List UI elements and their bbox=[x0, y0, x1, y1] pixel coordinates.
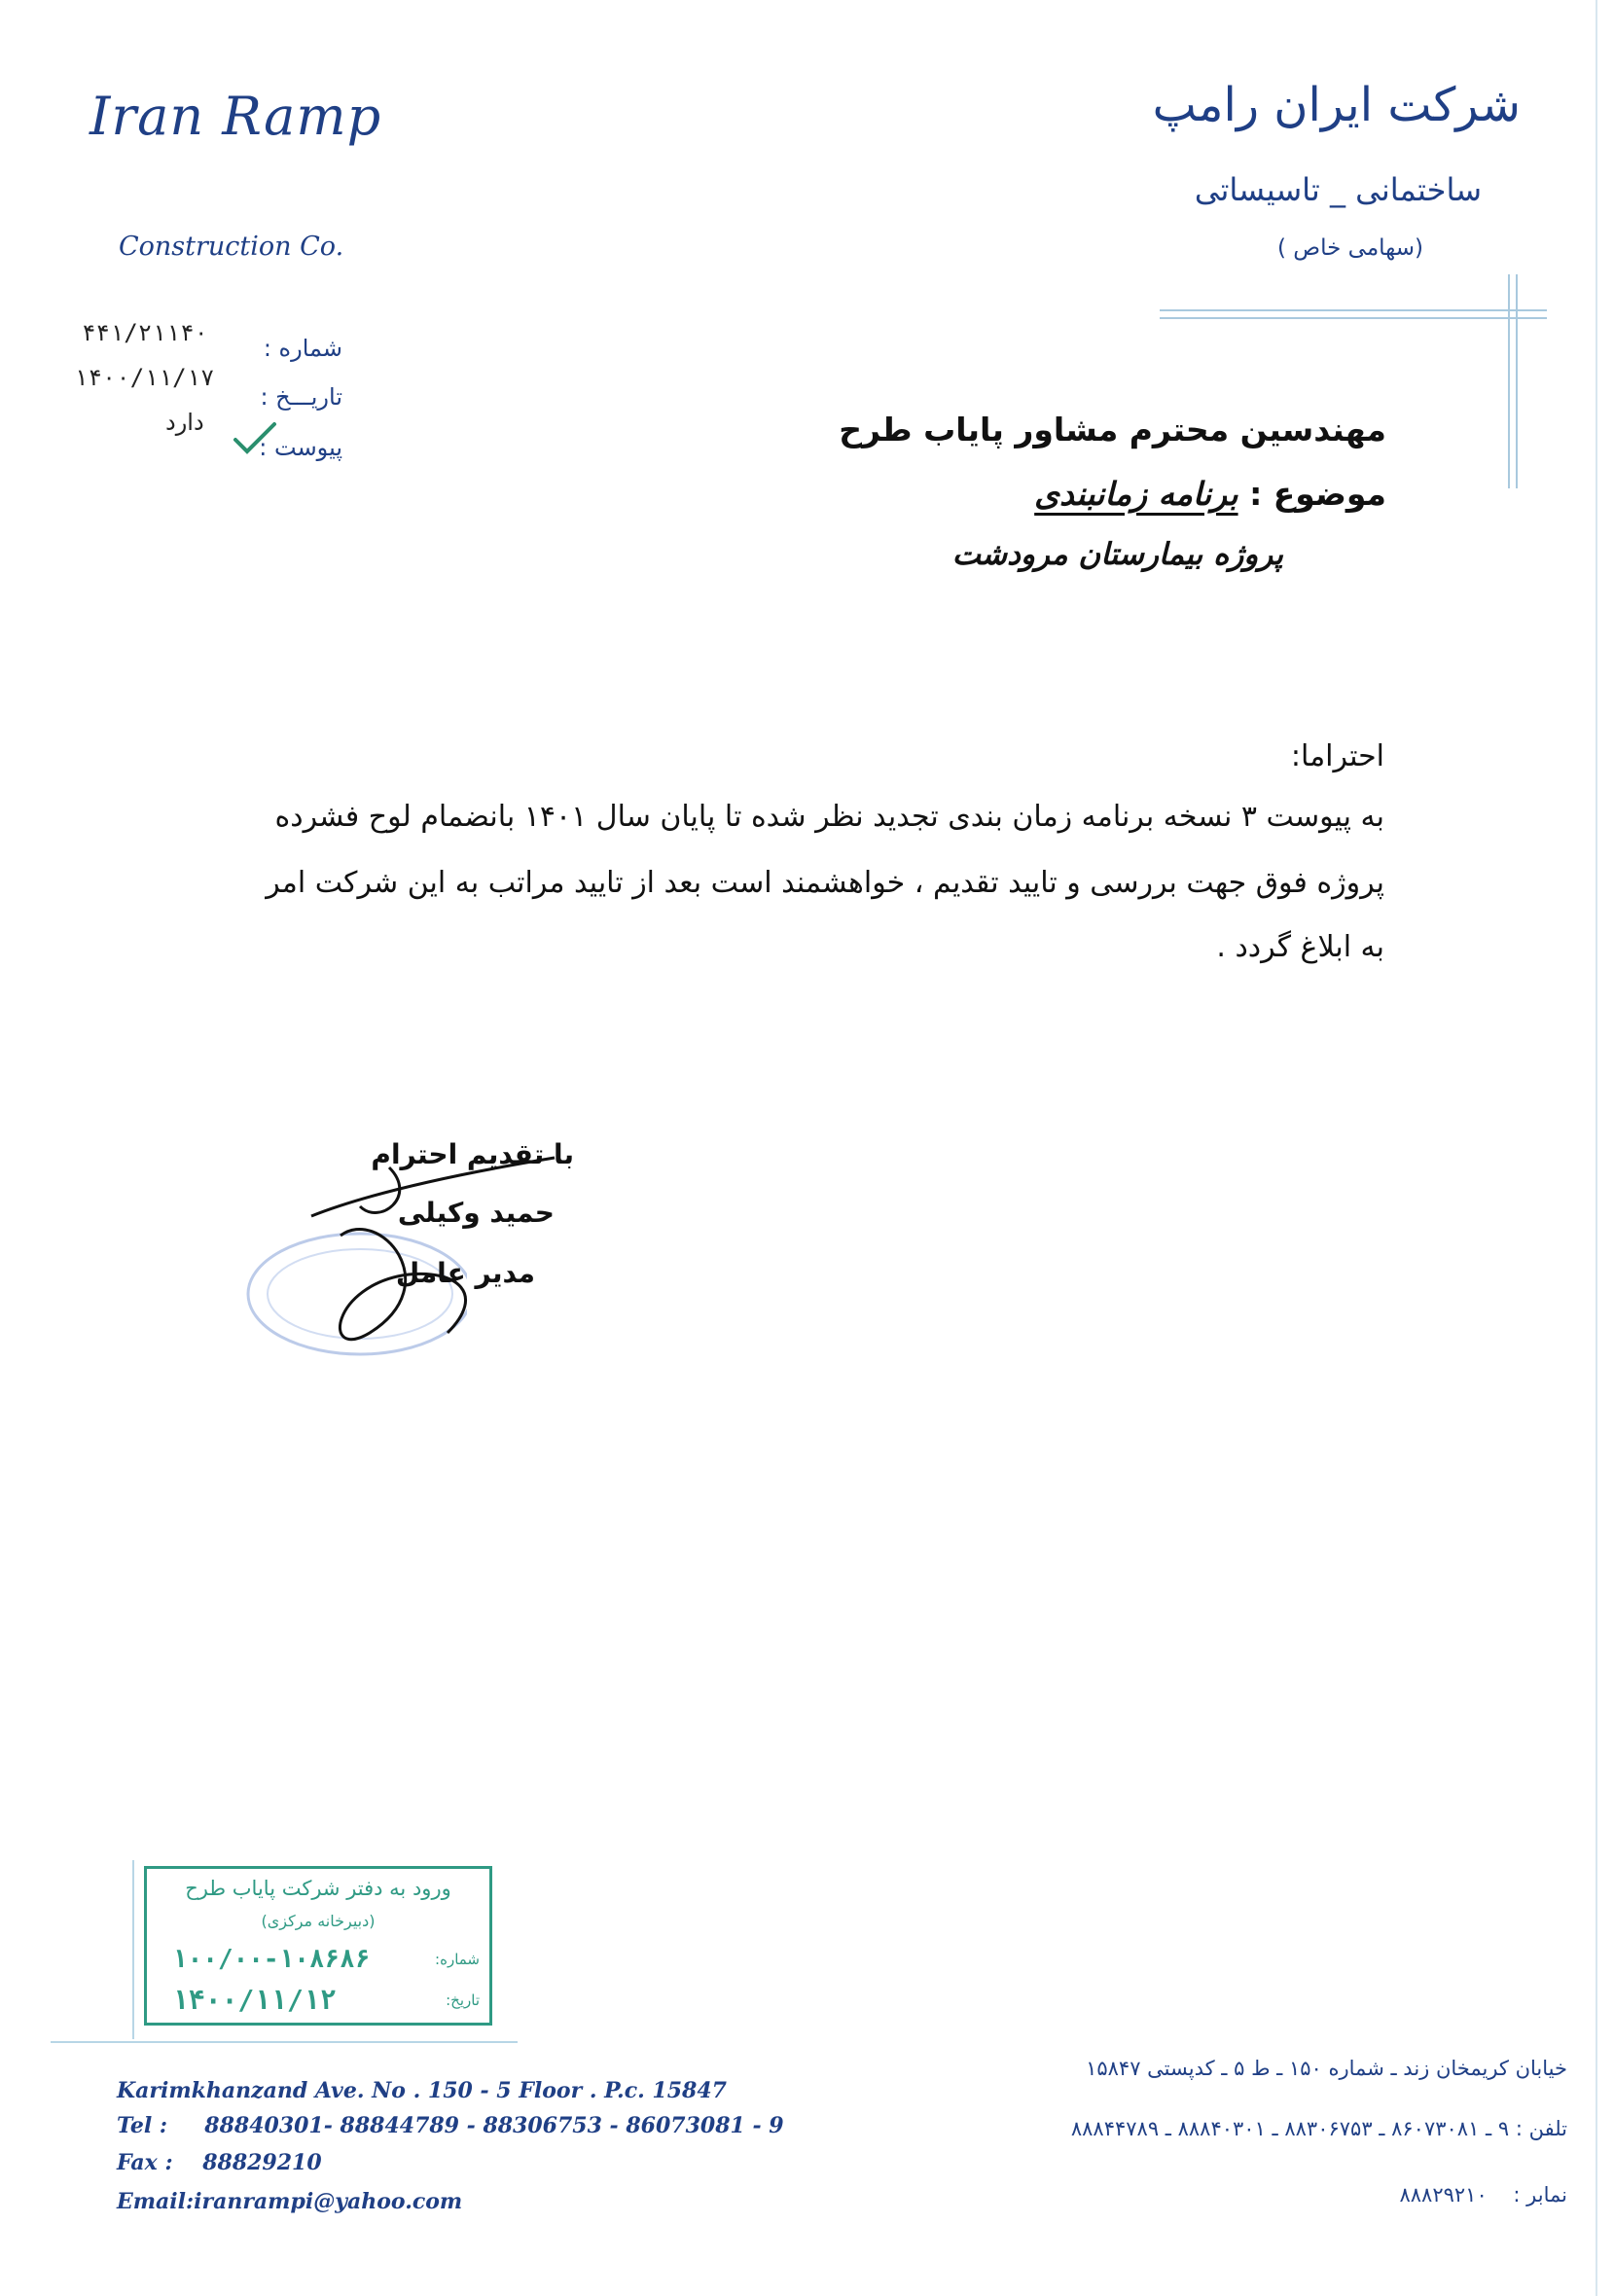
header-divider-line-2 bbox=[1160, 317, 1547, 319]
footer-fax-fa: نمابر : ۸۸۸۲۹۲۱۰ bbox=[1399, 2183, 1567, 2206]
signature-closing: با تقدیم احترام bbox=[371, 1138, 574, 1170]
company-logo-english: Iran Ramp bbox=[90, 86, 382, 147]
subject-row bbox=[1034, 475, 1386, 513]
company-type-persian: (سهامی خاص ) bbox=[1277, 235, 1423, 261]
company-logo-persian: شرکت ایران رامپ bbox=[1152, 78, 1521, 132]
body-line-1: به پیوست ۳ نسخه برنامه زمان بندی تجدید نظر شده تا پایان سال ۱۴۰۱ بانضمام لوح فشرده bbox=[274, 800, 1384, 834]
header-vertical-line bbox=[1508, 274, 1510, 488]
attachment-value: دارد bbox=[165, 409, 204, 436]
company-subtitle-persian: ساختمانی _ تاسیساتی bbox=[1194, 171, 1482, 208]
checkmark-icon bbox=[232, 418, 278, 457]
header-vertical-line-2 bbox=[1516, 274, 1518, 488]
company-subtitle-english: Construction Co. bbox=[119, 232, 344, 262]
footer-tel-en: Tel : 88840301- 88844789 - 88306753 - 86073081 - 9 bbox=[117, 2113, 784, 2138]
letter-date-label: تاریـــخ : bbox=[260, 383, 342, 411]
letter-number-label: شماره : bbox=[263, 335, 342, 362]
body-line-2: پروژه فوق جهت بررسی و تایید تقدیم ، خواهشمند است بعد از تایید مراتب به این شرکت امر bbox=[266, 866, 1384, 900]
recipient-line: مهندسین محترم مشاور پایاب طرح bbox=[839, 411, 1386, 448]
header-divider-line bbox=[1160, 309, 1547, 311]
project-line: پروژه بیمارستان مرودشت bbox=[951, 537, 1283, 572]
letter-number-value: ۴۴۱/۲۱۱۴۰ bbox=[81, 319, 208, 346]
subject-value: برنامه زمانبندی bbox=[1034, 475, 1238, 513]
body-line-3: به ابلاغ گردد . bbox=[1216, 930, 1384, 964]
receipt-stamp bbox=[144, 1866, 492, 2026]
page-edge-line bbox=[1596, 0, 1597, 2296]
signer-title: مدیر عامل bbox=[395, 1257, 535, 1289]
stamp-title: ورود به دفتر شرکت پایاب طرح bbox=[185, 1877, 451, 1900]
footer-address-en: Karimkhanzand Ave. No . 150 - 5 Floor . P.c. 15847 bbox=[117, 2078, 727, 2103]
footer-address-fa: خیابان کریمخان زند ـ شماره ۱۵۰ ـ ط ۵ ـ کدپستی ۱۵۸۴۷ bbox=[1086, 2057, 1567, 2080]
subject-label: موضوع : bbox=[1249, 475, 1386, 513]
stamp-date-value: ۱۴۰۰/۱۱/۱۲ bbox=[172, 1984, 337, 2016]
stamp-number-value: ۱۰۰/۰۰-۱۰۸۶۸۶ bbox=[172, 1945, 371, 1974]
signer-name: حمید وکیلی bbox=[397, 1197, 555, 1229]
stamp-date-label: تاریخ: bbox=[446, 1991, 480, 2009]
handwritten-signature-icon bbox=[302, 1138, 593, 1362]
letter-date-value: ۱۴۰۰/۱۱/۱۷ bbox=[74, 364, 215, 391]
stamp-vertical-line bbox=[132, 1860, 134, 2039]
footer-divider-line bbox=[51, 2041, 518, 2043]
footer-tel-fa: تلفن : ۹ ـ ۸۶۰۷۳۰۸۱ ـ ۸۸۳۰۶۷۵۳ ـ ۸۸۸۴۰۳۰۱ ـ ۸۸۸۴۴۷۸۹ bbox=[1070, 2117, 1567, 2140]
footer-email-en: Email:iranrampi@yahoo.com bbox=[117, 2189, 463, 2214]
signature-block bbox=[302, 1138, 593, 1362]
stamp-subtitle: (دبیرخانه مرکزی) bbox=[261, 1912, 376, 1930]
attachment-label: پیوست : bbox=[259, 434, 342, 461]
salutation: احتراما: bbox=[1290, 739, 1384, 773]
stamp-number-label: شماره: bbox=[435, 1951, 480, 1968]
footer-fax-en: Fax : 88829210 bbox=[117, 2150, 322, 2175]
